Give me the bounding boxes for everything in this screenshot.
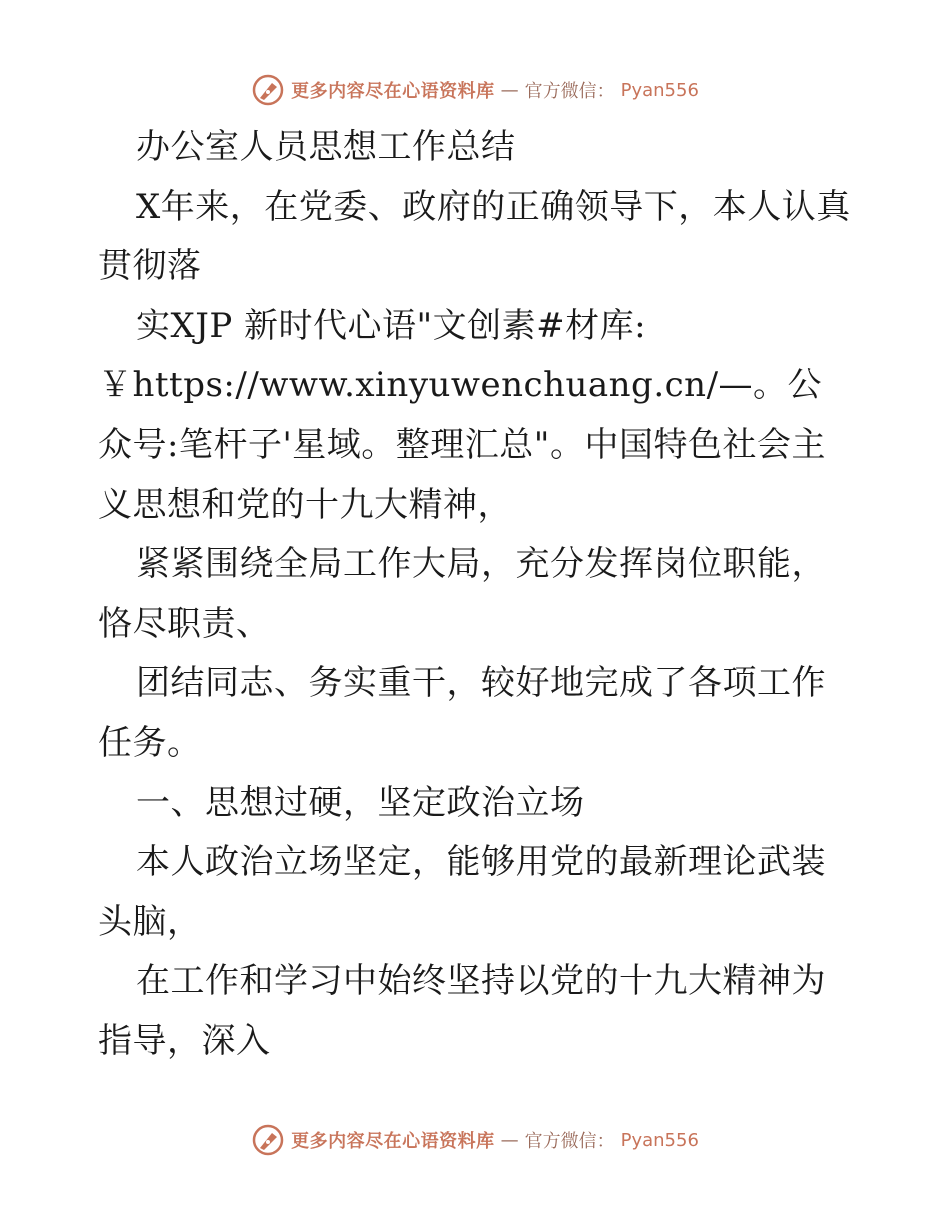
- watermark-wechat-id: Pyan556: [620, 1129, 699, 1151]
- watermark-separator: —: [500, 79, 519, 101]
- document-title: 办公室人员思想工作总结: [136, 127, 516, 167]
- paragraph: 紧紧围绕全局工作大局，充分发挥岗位职能，恪尽职责、: [98, 544, 826, 644]
- paragraph: 团结同志、务实重干，较好地完成了各项工作任务。: [98, 663, 826, 763]
- watermark-wechat-label: 官方微信：: [524, 81, 615, 102]
- paragraph: 在工作和学习中始终坚持以党的十九大精神为指导，深入: [98, 961, 826, 1061]
- paragraph: X年来，在党委、政府的正确领导下，本人认真贯彻落: [98, 186, 851, 287]
- pen-nib-circle-icon: [251, 73, 285, 107]
- watermark-separator: —: [500, 1129, 519, 1151]
- paragraph: ￥https://www.xinyuwenchuang.cn/—。公众号:笔杆子'星域。整理汇总"。中国特色社会主义思想和党的十九大精神，: [98, 365, 826, 525]
- watermark-banner-bottom: [0, 1120, 950, 1160]
- document-body: [98, 118, 854, 1072]
- pen-nib-circle-icon: [251, 1123, 285, 1157]
- section-heading: 一、思想过硬，坚定政治立场: [136, 782, 585, 823]
- watermark-wechat-id: Pyan556: [620, 79, 699, 101]
- watermark-text: 更多内容尽在心语资料库: [291, 1131, 495, 1152]
- watermark-text: 更多内容尽在心语资料库: [291, 81, 495, 102]
- paragraph: 实XJP 新时代心语"文创素#材库:: [136, 305, 647, 346]
- paragraph: 本人政治立场坚定，能够用党的最新理论武装头脑，: [98, 842, 826, 942]
- watermark-banner-top: [0, 70, 950, 110]
- watermark-wechat-label: 官方微信：: [524, 1131, 615, 1152]
